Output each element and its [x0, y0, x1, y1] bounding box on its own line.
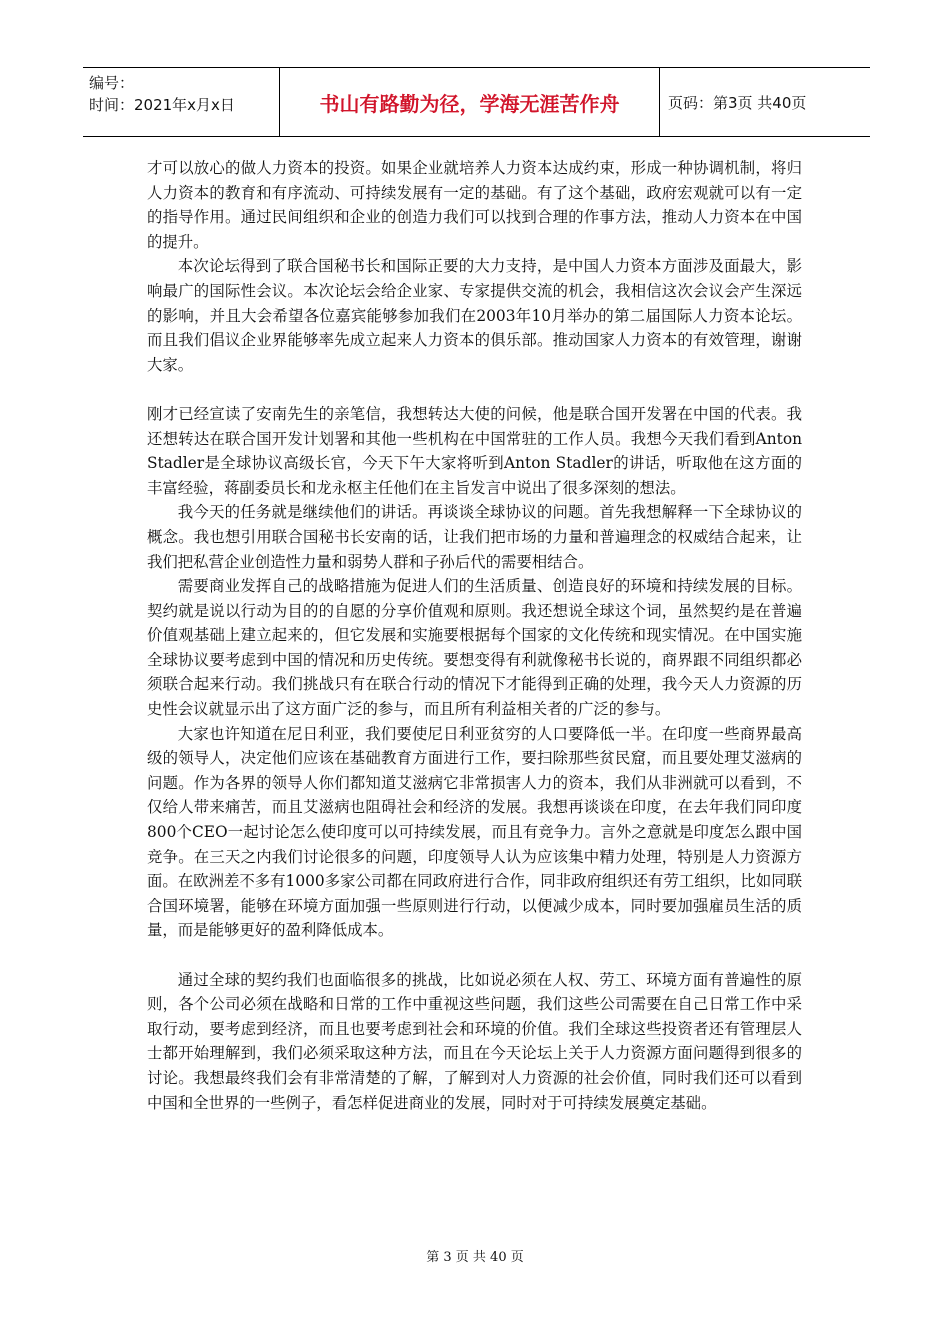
paragraph: 大家也许知道在尼日利亚，我们要使尼日利亚贫穷的人口要降低一半。在印度一些商界最高级的领导人，决定他们应该在基础教育方面进行工作，要扫除那些贫民窟，而且要处理艾滋病的问题。作为各界的领导人你们都知道艾滋病它非常损害人力的资本，我们从非洲就可以看到，不仅给人带来痛苦，而且艾滋病也阻碍社会和经济的发展。我想再谈谈在印度，在去年我们同印度800个CEO一起讨论怎么使印度可以可持续发展，而且有竞争力。言外之意就是印度怎么跟中国竞争。在三天之内我们讨论很多的问题，印度领导人认为应该集中精力处理，特别是人力资源方面。在欧洲差不多有1000多家公司都在同政府进行合作，同非政府组织还有劳工组织，比如同联合国环境署，能够在环境方面加强一些原则进行行动，以便减少成本，同时要加强雇员生活的质量，而是能够更好的盈利降低成本。 [147, 724, 802, 940]
document-body [147, 156, 802, 1115]
paragraph: 才可以放心的做人力资本的投资。如果企业就培养人力资本达成约束，形成一种协调机制，将归人力资本的教育和有序流动、可持续发展有一定的基础。有了这个基础，政府宏观就可以有一定的指导作用。通过民间组织和企业的创造力我们可以找到合理的作事方法，推动人力资本在中国的提升。 [147, 159, 802, 251]
paragraph: 需要商业发挥自己的战略措施为促进人们的生活质量、创造良好的环境和持续发展的目标。契约就是说以行动为目的的自愿的分享价值观和原则。我还想说全球这个词，虽然契约是在普遍价值观基础上建立起来的，但它发展和实施要根据每个国家的文化传统和现实情况。在中国实施全球协议要考虑到中国的情况和历史传统。要想变得有利就像秘书长说的，商界跟不同组织都必须联合起来行动。我们挑战只有在联合行动的情况下才能得到正确的处理，我今天人力资源的历史性会议就显示出了这方面广泛的参与，而且所有利益相关者的广泛的参与。 [147, 577, 802, 719]
header-page-info: 页码：第3页 共40页 [668, 93, 807, 112]
time-label: 时间：2021年x月x日 [89, 96, 235, 114]
paragraph: 刚才已经宣读了安南先生的亲笔信，我想转达大使的问候，他是联合国开发署在中国的代表。我还想转达在联合国开发计划署和其他一些机构在中国常驻的工作人员。我想今天我们看到Anton Stadler是全球协议高级长官，今天下午大家将听到Anton Stadler的讲话，听取他在这方面的丰富经验，蒋副委员长和龙永枢主任他们在主旨发言中说出了很多深刻的想法。 [147, 404, 802, 497]
page-footer: 第 3 页 共 40 页 [426, 1250, 524, 1265]
paragraph: 本次论坛得到了联合国秘书长和国际正要的大力支持，是中国人力资本方面涉及面最大，影响最广的国际性会议。本次论坛会给企业家、专家提供交流的机会，我相信这次会议会产生深远的影响，并且大会希望各位嘉宾能够参加我们在2003年10月举办的第二届国际人力资本论坛。而且我们倡议企业界能够率先成立起来人力资本的俱乐部。推动国家人力资本的有效管理，谢谢大家。 [147, 257, 802, 374]
paragraph: 我今天的任务就是继续他们的讲话。再谈谈全球协议的问题。首先我想解释一下全球协议的概念。我也想引用联合国秘书长安南的话，让我们把市场的力量和普遍理念的权威结合起来，让我们把私营企业创造性力量和弱势人群和子孙后代的需要相结合。 [147, 503, 802, 571]
paragraph: 通过全球的契约我们也面临很多的挑战，比如说必须在人权、劳工、环境方面有普遍性的原则，各个公司必须在战略和日常的工作中重视这些问题，我们这些公司需要在自己日常工作中采取行动，要考虑到经济，而且也要考虑到社会和环境的价值。我们全球这些投资者还有管理层人士都开始理解到，我们必须采取这种方法，而且在今天论坛上关于人力资源方面问题得到很多的讨论。我想最终我们会有非常清楚的了解，了解到对人力资源的社会价值，同时我们还可以看到中国和全世界的一些例子，看怎样促进商业的发展，同时对于可持续发展奠定基础。 [147, 970, 802, 1112]
number-label: 编号： [89, 74, 135, 92]
header-meta [83, 68, 280, 136]
page-header [83, 67, 870, 137]
header-motto: 书山有路勤为径，学海无涯苦作舟 [280, 68, 660, 136]
